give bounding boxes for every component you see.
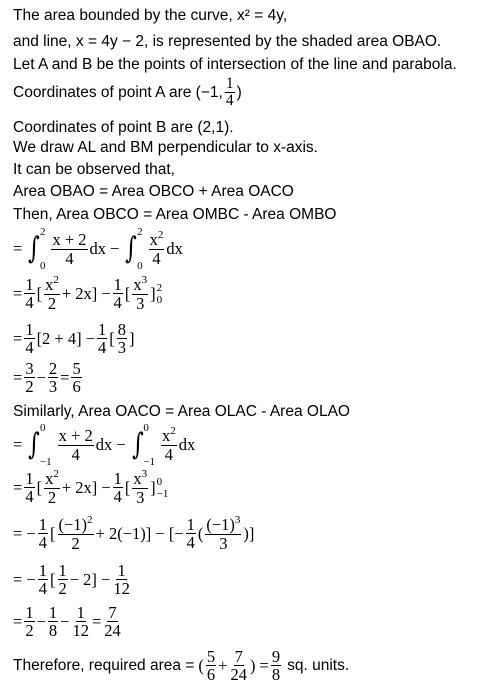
- final-answer-units: sq. units.: [287, 656, 350, 674]
- area-obco-line: Then, Area OBCO = Area OMBC - Area OMBO: [13, 206, 337, 223]
- integral-obco-antiderivative: = $\frac{1}{4}$ [ $\frac{x^2}{2}$ + 2x] − $\frac{1}{4}$ [ $\frac{x^3}{3}$ ] 2 0: [13, 274, 163, 313]
- coord-a-label: Coordinates of point A are (−1,: [13, 83, 223, 101]
- integral-obco: = ∫ 2 0 $\frac{x + 2}{4}$ dx − ∫ 2 0 $\frac{x^2}{4}$ dx: [13, 226, 183, 272]
- intro-line-curve: The area bounded by the curve, x² = 4y,: [13, 7, 288, 24]
- intro-line-line: and line, x = 4y − 2, is represented by the shaded area OBAO.: [13, 33, 442, 50]
- coord-a-fraction: $\frac{1}{4}$: [225, 75, 234, 110]
- intro-line-intersection: Let A and B be the points of intersection of the line and parabola.: [13, 56, 457, 73]
- observation-line: It can be observed that,: [13, 161, 175, 178]
- integral-oaco-antiderivative: = $\frac{1}{4}$ [ $\frac{x^2}{2}$ + 2x] − $\frac{1}{4}$ [ $\frac{x^3}{3}$ ] 0 −1: [13, 468, 169, 507]
- integral-oaco-substituted: = − $\frac{1}{4}$ [ $\frac{(-1)^2}{2}$ + 2(−1)] − [− $\frac{1}{4}$ ( $\frac{(-1)^3}{3}$ )]: [13, 514, 255, 553]
- final-answer-label: Therefore, required area =: [13, 656, 195, 674]
- final-answer: Therefore, required area = ( $\frac{5}{6}$ + $\frac{7}{24}$ ) = $\frac{9}{8}$ sq. units.: [13, 647, 350, 685]
- area-split-line: Area OBAO = Area OBCO + Area OACO: [13, 183, 294, 200]
- integral-obco-evaluated: = $\frac{1}{4}$ [2 + 4] − $\frac{1}{4}$ [ $\frac{8}{3}$ ]: [13, 320, 135, 358]
- coordinates-b: Coordinates of point B are (2,1).: [13, 119, 234, 136]
- area-obco-result: = $\frac{3}{2}$ − $\frac{2}{3}$ = $\frac{5}{6}$: [13, 359, 81, 397]
- perpendicular-line: We draw AL and BM perpendicular to x-axis.: [13, 139, 318, 156]
- integral-oaco: = ∫ 0 −1 $\frac{x + 2}{4}$ dx − ∫ 0 −1 $\frac{x^2}{4}$ dx: [13, 422, 196, 468]
- coordinates-a: Coordinates of point A are (−1, $\frac{1}{4}$ ): [13, 75, 242, 110]
- area-oaco-result: = $\frac{1}{2}$ − $\frac{1}{8}$ − $\frac{1}{12}$ = $\frac{7}{24}$: [13, 603, 121, 641]
- integral-oaco-simplified: = − $\frac{1}{4}$ [ $\frac{1}{2}$ − 2] − $\frac{1}{12}$: [13, 561, 130, 599]
- area-oaco-line: Similarly, Area OACO = Area OLAC - Area OLAO: [13, 403, 350, 420]
